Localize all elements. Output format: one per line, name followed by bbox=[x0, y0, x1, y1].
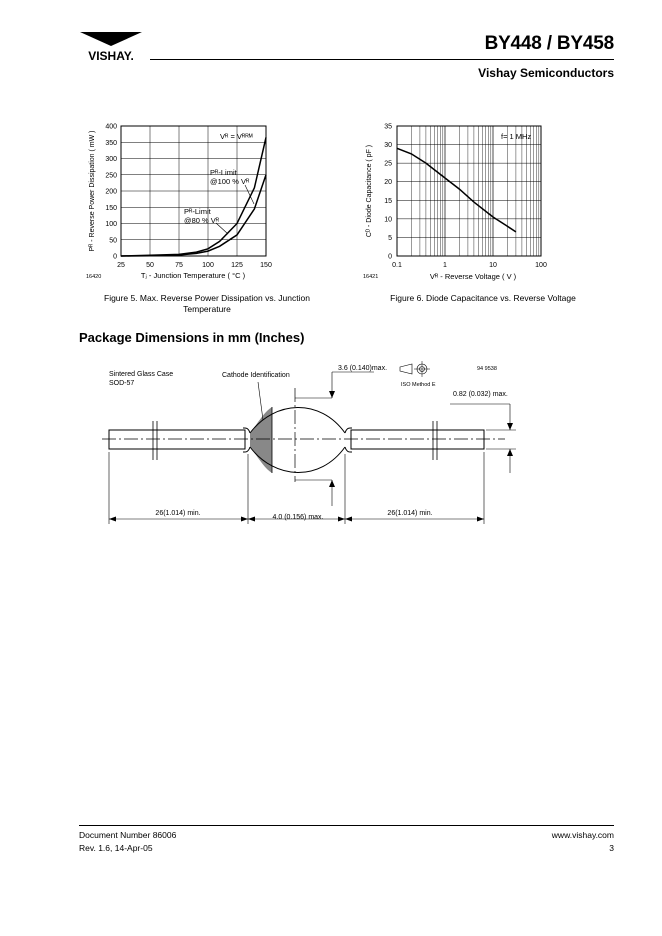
fig6-ytick-label: 5 bbox=[388, 234, 392, 242]
fig6-ytick-label: 10 bbox=[384, 216, 392, 224]
fig6-ytick-label: 30 bbox=[384, 142, 392, 150]
fig5-ytick-label: 0 bbox=[113, 253, 117, 261]
fig6-ytick-label: 20 bbox=[384, 179, 392, 187]
doc-number: Document Number 86006 bbox=[79, 830, 177, 840]
fig5-ytick-label: 100 bbox=[105, 221, 117, 228]
page-number: 3 bbox=[609, 843, 614, 853]
fig5-xtick-label: 50 bbox=[146, 262, 154, 269]
fig6-ytick-label: 0 bbox=[388, 253, 392, 261]
package-drawing bbox=[100, 358, 530, 533]
figure-6-chart bbox=[355, 118, 565, 288]
fig5-caption-line1: Figure 5. Max. Reverse Power Dissipation vs. Junction bbox=[104, 293, 310, 303]
cathode-label: Cathode Identification bbox=[222, 372, 290, 379]
footer-rule bbox=[79, 825, 614, 826]
fig6-id: 16421 bbox=[363, 274, 379, 280]
fig6-ytick-label: 25 bbox=[384, 160, 392, 168]
fig6-xtick-label: 0.1 bbox=[392, 262, 402, 269]
vishay-logo bbox=[76, 30, 146, 66]
fig5-id: 16420 bbox=[86, 274, 102, 280]
fig6-ytick-label: 15 bbox=[384, 197, 392, 205]
fig5-ylabel: Pᴿ - Reverse Power Dissipation ( mW ) bbox=[89, 130, 96, 252]
fig5-ytick-label: 350 bbox=[105, 139, 117, 147]
fig6-xtick-label: 10 bbox=[489, 262, 497, 269]
dim-lead-dia: 0.82 (0.032) max. bbox=[453, 391, 508, 398]
fig5-caption-line2: Temperature bbox=[183, 304, 231, 314]
iso-method: ISO Method E bbox=[401, 382, 436, 388]
fig6-xtick-label: 1 bbox=[443, 262, 447, 269]
fig5-annot-80-1: Pᴿ-Limit bbox=[184, 207, 211, 216]
brand-text: VISHAY. bbox=[88, 49, 134, 63]
iso-projection-icon bbox=[400, 361, 430, 377]
header-rule bbox=[150, 59, 614, 60]
fig6-series-line-0 bbox=[397, 148, 516, 232]
fig6-xlabel: Vᴿ - Reverse Voltage ( V ) bbox=[429, 272, 517, 281]
fig5-xlabel: Tⱼ - Junction Temperature ( °C ) bbox=[140, 271, 246, 280]
dim-body-dia: 3.6 (0.140)max. bbox=[338, 365, 388, 372]
fig5-annot-80-2: @80 % Vᴿ bbox=[184, 216, 220, 225]
figure-5-chart bbox=[80, 118, 290, 288]
fig5-ytick-label: 200 bbox=[105, 188, 117, 196]
fig6-caption-line1: Figure 6. Diode Capacitance vs. Reverse Voltage bbox=[390, 293, 576, 303]
right-lead bbox=[351, 430, 484, 449]
fig5-ytick-label: 300 bbox=[105, 156, 117, 163]
fig5-annot-100-2: @100 % Vᴿ bbox=[210, 177, 250, 186]
fig5-series-line-0 bbox=[121, 137, 266, 256]
fig5-xtick-label: 125 bbox=[231, 262, 243, 269]
left-lead bbox=[109, 430, 245, 449]
case-line1: Sintered Glass Case bbox=[109, 371, 174, 378]
fig5-xtick-label: 75 bbox=[175, 262, 183, 269]
fig6-annot-freq: f= 1 MHz bbox=[501, 132, 532, 141]
revision: Rev. 1.6, 14-Apr-05 bbox=[79, 843, 153, 853]
fig5-ytick-label: 50 bbox=[109, 237, 117, 245]
fig6-ylabel: Cᴰ - Diode Capacitance ( pF ) bbox=[366, 144, 373, 238]
fig5-ytick-label: 250 bbox=[105, 172, 117, 180]
fig6-caption bbox=[370, 293, 596, 304]
section-title: Package Dimensions in mm (Inches) bbox=[79, 330, 305, 345]
case-line2: SOD-57 bbox=[109, 380, 135, 387]
fig5-caption bbox=[92, 293, 322, 315]
website: www.vishay.com bbox=[551, 830, 614, 840]
page-title: BY448 / BY458 bbox=[484, 33, 614, 54]
dim-lead-right: 26(1.014) min. bbox=[387, 510, 433, 517]
fig5-annot-100-1: Pᴿ-Limit bbox=[210, 168, 237, 177]
fig5-xtick-label: 100 bbox=[202, 262, 214, 269]
fig6-xtick-label: 100 bbox=[535, 262, 547, 269]
footer-right bbox=[552, 829, 614, 855]
fig5-ytick-label: 400 bbox=[105, 123, 117, 131]
footer-left bbox=[79, 829, 176, 855]
fig5-xtick-label: 150 bbox=[260, 262, 272, 269]
fig5-xtick-label: 25 bbox=[117, 262, 125, 269]
fig5-ytick-label: 150 bbox=[105, 204, 117, 212]
cathode-band bbox=[250, 407, 272, 473]
drawing-number: 94 9538 bbox=[477, 366, 497, 372]
fig5-annot-vr: Vᴿ = Vᴿᴿᴹ bbox=[220, 132, 253, 141]
fig6-ytick-label: 35 bbox=[384, 123, 392, 131]
dim-lead-left: 26(1.014) min. bbox=[155, 510, 201, 517]
dim-body-len: 4.0 (0.156) max. bbox=[272, 514, 324, 521]
page-subtitle: Vishay Semiconductors bbox=[478, 66, 614, 80]
